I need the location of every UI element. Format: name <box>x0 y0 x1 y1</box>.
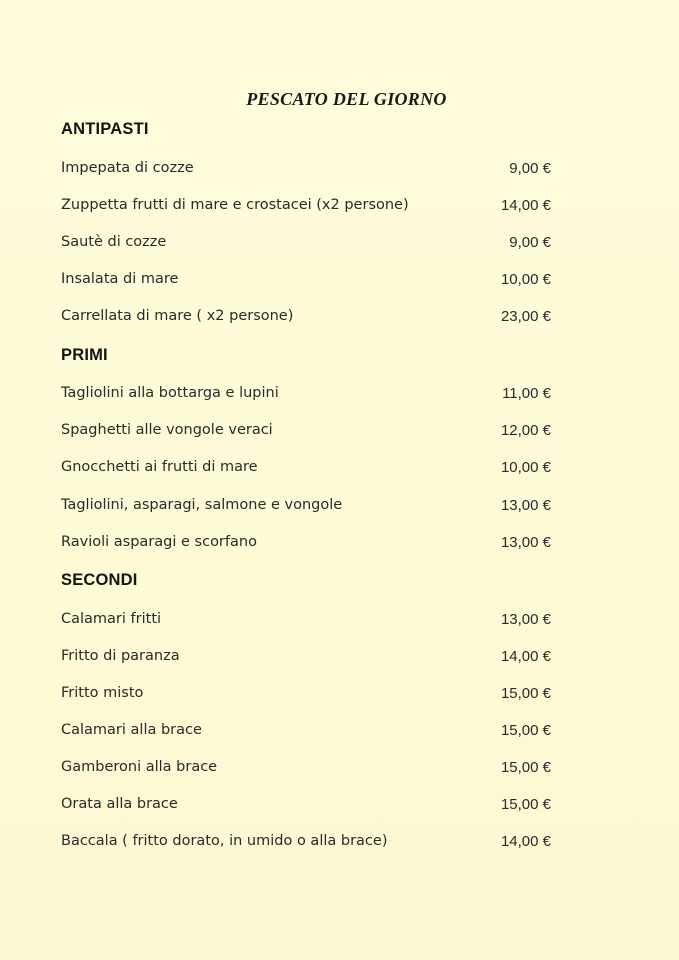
section-heading-antipasti: ANTIPASTI <box>61 120 149 138</box>
menu-item <box>61 308 551 330</box>
menu-item <box>61 497 551 519</box>
menu-item <box>61 197 551 219</box>
dish-name: Calamari alla brace <box>61 722 202 738</box>
dish-price: 10,00 € <box>500 271 551 288</box>
dish-price: 15,00 € <box>500 685 551 702</box>
dish-name: Tagliolini, asparagi, salmone e vongole <box>61 497 343 513</box>
menu-item <box>61 459 551 481</box>
dish-name: Fritto di paranza <box>61 648 180 664</box>
menu-item <box>61 271 551 293</box>
dish-name: Impepata di cozze <box>61 160 194 176</box>
menu-item <box>61 759 551 781</box>
dish-name: Gamberoni alla brace <box>61 759 218 775</box>
dish-name: Insalata di mare <box>61 271 179 287</box>
dish-name: Carrellata di mare ( x2 persone) <box>61 308 294 324</box>
section-heading-secondi: SECONDI <box>61 571 138 589</box>
dish-price: 15,00 € <box>500 796 551 813</box>
dish-price: 23,00 € <box>500 308 551 325</box>
dish-name: Baccala ( fritto dorato, in umido o alla brace) <box>61 833 388 849</box>
menu-item <box>61 534 551 556</box>
menu-item <box>61 385 551 407</box>
menu-item <box>61 611 551 633</box>
menu-item <box>61 160 551 182</box>
dish-price: 14,00 € <box>500 648 551 665</box>
menu-item <box>61 796 551 818</box>
dish-price: 10,00 € <box>500 459 551 476</box>
dish-price: 15,00 € <box>500 759 551 776</box>
menu-item <box>61 833 551 855</box>
menu-item <box>61 648 551 670</box>
menu-item <box>61 234 551 256</box>
menu-item <box>61 722 551 744</box>
dish-price: 9,00 € <box>509 160 551 177</box>
dish-name: Spaghetti alle vongole veraci <box>61 422 273 438</box>
dish-price: 13,00 € <box>500 611 551 628</box>
dish-name: Calamari fritti <box>61 611 162 627</box>
section-heading-primi: PRIMI <box>61 346 108 364</box>
menu-title: PESCATO DEL GIORNO <box>246 89 447 109</box>
dish-price: 12,00 € <box>500 422 551 439</box>
dish-name: Gnocchetti ai frutti di mare <box>61 459 258 475</box>
dish-name: Zuppetta frutti di mare e crostacei (x2 persone) <box>61 197 409 213</box>
dish-price: 15,00 € <box>500 722 551 739</box>
dish-price: 13,00 € <box>500 534 551 551</box>
menu-item <box>61 422 551 444</box>
dish-name: Fritto misto <box>61 685 144 701</box>
dish-name: Orata alla brace <box>61 796 178 812</box>
dish-price: 14,00 € <box>500 197 551 214</box>
dish-price: 9,00 € <box>509 234 551 251</box>
menu-item <box>61 685 551 707</box>
dish-price: 11,00 € <box>502 385 551 402</box>
dish-name: Sautè di cozze <box>61 234 167 250</box>
dish-name: Ravioli asparagi e scorfano <box>61 534 257 550</box>
dish-price: 14,00 € <box>500 833 551 850</box>
dish-name: Tagliolini alla bottarga e lupini <box>61 385 279 401</box>
dish-price: 13,00 € <box>500 497 551 514</box>
